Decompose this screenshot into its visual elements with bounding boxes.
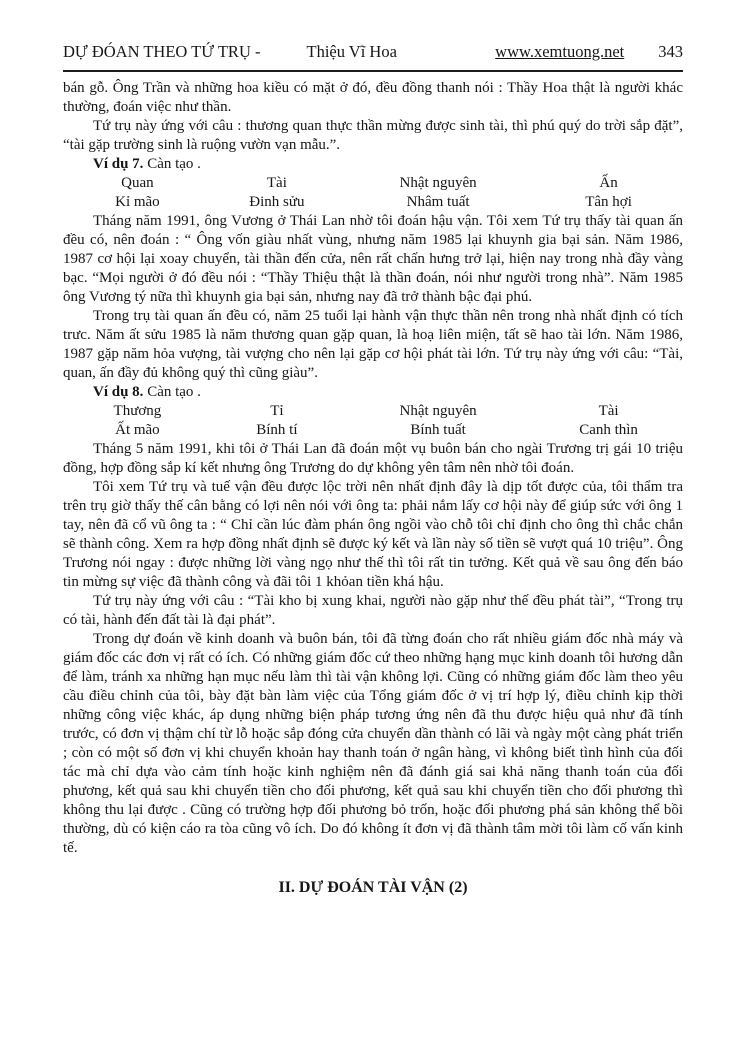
pillar-table-8-value-row: [63, 421, 683, 440]
author-name: Thiệu Vĩ Hoa: [306, 42, 397, 61]
paragraph-tu-tru-quote-2: Tứ trụ này ứng với câu : “Tài kho bị xung khai, người nào gặp như thế đều phát tài”, “Trong trụ có tài, hành đến đất tài là đại phát”.: [63, 593, 683, 628]
page-header: [63, 42, 683, 61]
table-cell: Nhật nguyên: [399, 403, 477, 419]
book-title: DỰ ĐÓAN THEO TỨ TRỤ -: [63, 42, 261, 61]
pillar-table-8-header-row: [63, 402, 683, 421]
table-cell: Tài: [266, 175, 287, 191]
table-cell: Ất mão: [115, 422, 160, 438]
page-number: 343: [658, 42, 683, 61]
table-cell: Tài: [598, 403, 619, 419]
paragraph-analysis-7: Trong trụ tài quan ấn đều có, năm 25 tuổi lại hành vận thực thần nên trong nhà nhất định có tích trưc. Năm ất sửu 1985 là năm thương quan gặp quan, là hoạ liên miện, tất sẽ hao tài lớn. Năm 1986, 1987 gặp năm hỏa vượng, tài vượng cho nên lại gặp cơ hội phát tài lớn. Tứ trụ này ứng với câu: “Tài, quan, ấn đầy đủ không quý thì cũng giàu”.: [63, 308, 683, 381]
example-8-label: Ví dụ 8.: [93, 384, 144, 400]
table-cell: Đinh sửu: [249, 194, 305, 210]
example-7-line: [63, 155, 683, 174]
page-body: [63, 79, 683, 897]
table-cell: Ấn: [599, 175, 618, 191]
table-cell: Thương: [113, 403, 162, 419]
paragraph-tu-tru-quote-1: Tứ trụ này ứng với câu : thương quan thực thần mừng được sinh tài, thì phú quý do trời sắp đặt”, “tài gặp trường sinh là ruộng vườn vạn mẫu.”.: [63, 118, 683, 153]
table-cell: Nhâm tuất: [406, 194, 470, 210]
paragraph-story-vuong: Tháng năm 1991, ông Vương ở Thái Lan nhờ tôi đoán hậu vận. Tôi xem Tứ trụ thấy tài quan ấn đều có, nên đoán : “ Ông vốn giàu nhất vùng, nhưng năm 1985 lại khuynh gia bại sản. Năm 1986, 1987 cơ hội lại xoay chuyển, tài thần đến cửa, nên rất chấn hưng trở lại, hiện nay trong nhà đầy vàng bạc. “Mọi người ở đó đều nói : “Thầy Thiệu thật là thần đoán, nói như người trong nhà”. Năm 1985 ông Vương tý nữa thì khuynh gia bại sản, nhưng nay đã trở thành bậc đại phú.: [63, 213, 683, 305]
paragraph-analysis-8: Tôi xem Tứ trụ và tuế vận đều được lộc trời nên nhất định đây là dịp tốt được của, tôi thẩm tra trên trụ giờ thấy thế cân bằng có lợi nên nói với ông ta: phải nắm lấy cơ hội này để giúp sức với ông 1 tay, nên đã cổ vũ ông ta : “ Chỉ cần lúc đàm phán ông ngồi vào chỗ tôi chỉ định cho ông thì chắc chắn sẽ thành công. Xem ra hợp đồng nhất định sẽ được ký kết và lần này số tiền sẽ vượt quá 10 triệu”. Ông Trương nói ngay : được những lời vàng ngọ như thế thì tôi rất tin tưởng. Kết quả về sau ông đến báo tin mừng sự việc đã thành công và đãi tôi 1 khỏan tiền khá hậu.: [63, 479, 683, 590]
table-cell: Canh thìn: [579, 422, 638, 438]
header-divider: [63, 70, 683, 72]
table-cell: Kỉ mão: [115, 194, 160, 210]
table-cell: Tỉ: [270, 403, 284, 419]
section-heading: II. DỰ ĐOÁN TÀI VẬN (2): [278, 879, 468, 896]
example-7-text: Càn tạo .: [143, 156, 201, 172]
example-7-label: Ví dụ 7.: [93, 156, 144, 172]
table-cell: Nhật nguyên: [399, 175, 477, 191]
example-8-text: Càn tạo .: [143, 384, 201, 400]
paragraph-business-advice: Trong dự đoán về kinh doanh và buôn bán, tôi đã từng đoán cho rất nhiều giám đốc nhà máy và giám đốc các đơn vị rất có ích. Có những giám đốc cứ theo những hạng mục kinh doanh tôi hương dẫn để làm, tránh xa những hạn mục nếu làm thì tài vận không lợi. Cũng có những giám đốc làm theo yêu cầu điều chỉnh của tôi, bày đặt bàn làm việc của Tổng giám đốc ở vị trí hợp lý, điều chỉnh kịp thời những công việc khác, áp dụng những biện pháp tương ứng nên đã thu được hiệu quả như đã tính trước, có đơn vị thậm chí từ lỗ hoặc sắp đóng cửa chuyển dần thành có lãi và ngày một càng phát triển ; còn có một số đơn vị khi chuyển khoản hay thanh toán ở ngân hàng, vì không biết tình hình của đối tác mà chỉ dựa vào cảm tính hoặc kinh nghiệm nên đã đánh giá sai khả năng thanh toán của đối phương, kết quả sau khi chuyển tiền cho đối phương, kết quả sau khi chuyển tiền cho đối phương thì không thu lại được . Cũng có trường hợp đối phương bỏ trốn, hoặc đối phương phá sản không thể bồi thường, dù có kiện cáo ra tòa cũng vô ích. Do đó không ít đơn vị đã thành tâm mời tôi làm cố vấn kinh tế.: [63, 631, 683, 856]
example-8-line: [63, 383, 683, 402]
pillar-table-7-value-row: [63, 193, 683, 212]
table-cell: Tân hợi: [585, 194, 632, 210]
paragraph-story-truong: Tháng 5 năm 1991, khi tôi ở Thái Lan đã đoán một vụ buôn bán cho ngài Trương trị gái 10 triệu đồng, hợp đồng sắp kí kết nhưng ông Trương do dự không yên tâm nên nhờ tôi đoán.: [63, 441, 683, 476]
pillar-table-7-header-row: [63, 174, 683, 193]
table-cell: Quan: [121, 175, 154, 191]
table-cell: Bính tí: [256, 422, 298, 438]
table-cell: Bính tuất: [410, 422, 466, 438]
paragraph-continuation: bán gỗ. Ông Trần và những hoa kiều có mặt ở đó, đều đồng thanh nói : Thầy Hoa thật là người khác thường, đoán việc như thần.: [63, 80, 683, 115]
website-link[interactable]: www.xemtuong.net: [495, 42, 625, 61]
